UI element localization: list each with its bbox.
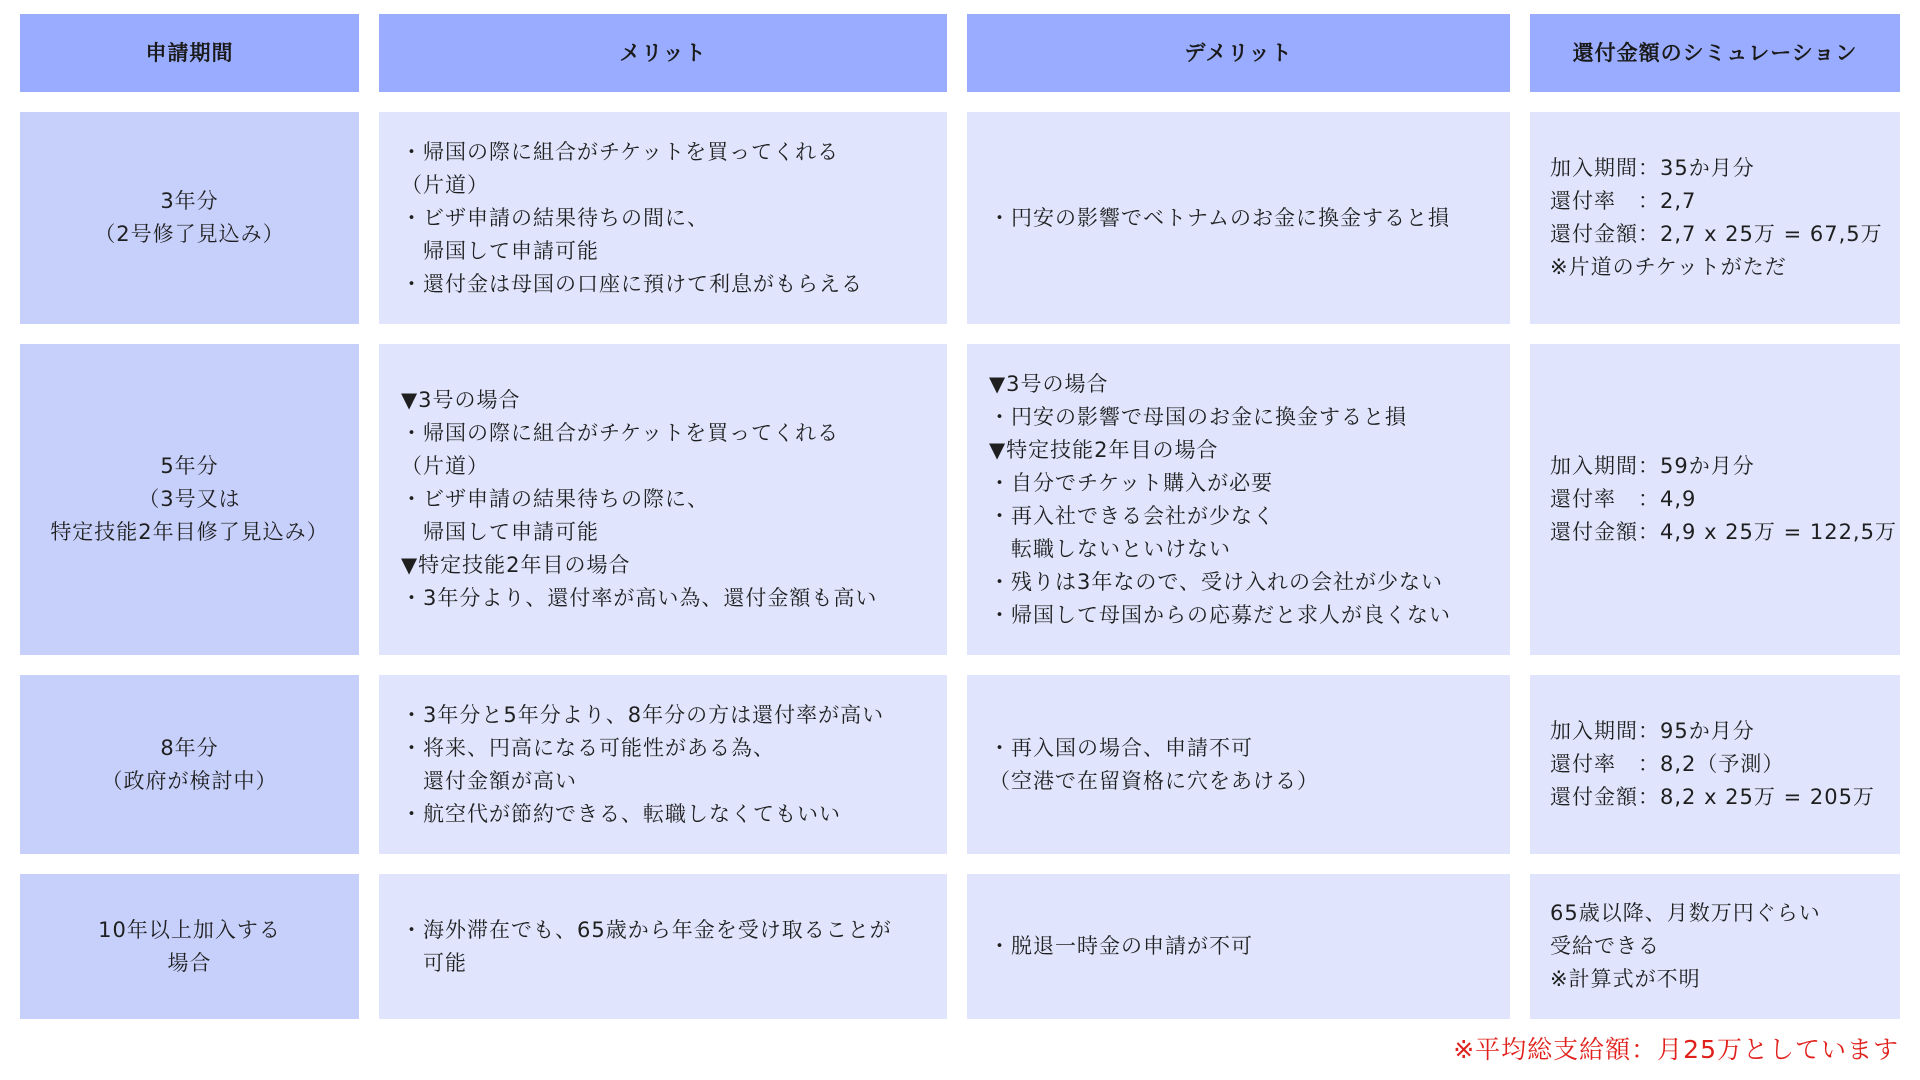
demerit-line: ▼3号の場合 [989, 371, 1109, 396]
merit-line: ・ビザ申請の結果待ちの際に、 [401, 487, 709, 511]
merits-list [401, 136, 931, 301]
demerit-line: ・再入国の場合、申請不可 [989, 735, 1253, 760]
merit-line: ・将来、円高になる可能性がある為、 [401, 735, 775, 760]
simulation-line: 還付率 ：4,9 [1550, 487, 1697, 511]
merit-line: 帰国して申請可能 [401, 520, 599, 544]
simulation-line: 加入期間：35か月分 [1550, 156, 1755, 180]
row-demerits-10y [967, 874, 1510, 1019]
merit-line: ・帰国の際に組合がチケットを買ってくれる [401, 421, 840, 445]
row-term-10y [20, 874, 359, 1019]
merit-line: 可能 [401, 950, 467, 975]
simulation-list [1550, 715, 1884, 814]
demerit-line: ・再入社できる会社が少なく [989, 503, 1275, 528]
simulation-line: 加入期間：95か月分 [1550, 719, 1755, 743]
header-merits [379, 14, 947, 92]
row-merits-8y [379, 675, 947, 854]
footnote: ※平均総支給額：月25万としています [1453, 1035, 1899, 1064]
demerit-line: ・残りは3年なので、受け入れの会社が少ない [989, 569, 1443, 594]
row-merits-10y [379, 874, 947, 1019]
header-merits-label: メリット [619, 40, 707, 65]
merit-line: ▼特定技能2年目の場合 [401, 553, 631, 577]
header-demerits [967, 14, 1510, 92]
merit-line: ▼3号の場合 [401, 388, 521, 412]
row-term-3y [20, 112, 359, 324]
row-simulation-8y [1530, 675, 1900, 854]
header-simulation [1530, 14, 1900, 92]
simulation-list [1550, 152, 1884, 284]
row-demerits-8y [967, 675, 1510, 854]
row-simulation-3y [1530, 112, 1900, 324]
merit-line: ・ビザ申請の結果待ちの間に、 [401, 205, 709, 230]
simulation-line: 還付率 ：8,2（予測） [1550, 752, 1785, 776]
simulation-list [1550, 897, 1884, 996]
demerit-line: ・脱退一時金の申請が不可 [989, 934, 1253, 958]
header-term-label: 申請期間 [145, 40, 234, 65]
demerits-list [989, 930, 1494, 963]
simulation-line: 受給できる [1550, 934, 1660, 958]
row-demerits-5y [967, 344, 1510, 655]
simulation-line: 還付金額：4,9 x 25万 = 122,5万 [1550, 520, 1897, 544]
merits-list [401, 914, 931, 980]
merit-line: （片道） [401, 172, 489, 197]
comparison-table [20, 14, 1902, 1019]
term-label: 8年分 （政府が検討中） [101, 735, 278, 793]
demerit-line: ・円安の影響でベトナムのお金に換金すると損 [989, 205, 1450, 230]
header-demerits-label: デメリット [1184, 40, 1293, 65]
merit-line: ・帰国の際に組合がチケットを買ってくれる [401, 139, 840, 164]
merit-line: ・3年分より、還付率が高い為、還付金額も高い [401, 586, 878, 610]
row-merits-3y [379, 112, 947, 324]
demerit-line: ・自分でチケット購入が必要 [989, 470, 1274, 495]
demerit-line: （空港で在留資格に穴をあける） [989, 768, 1319, 793]
demerit-line: ・帰国して母国からの応募だと求人が良くない [989, 602, 1451, 627]
demerits-list [989, 202, 1494, 235]
simulation-line: 加入期間：59か月分 [1550, 454, 1755, 478]
header-simulation-label: 還付金額のシミュレーション [1572, 40, 1858, 65]
term-label: 3年分 （2号修了見込み） [94, 189, 285, 246]
simulation-line: 還付金額：2,7 x 25万 = 67,5万 [1550, 222, 1883, 246]
simulation-line: 65歳以降、月数万円ぐらい [1550, 901, 1821, 925]
simulation-line: ※計算式が不明 [1550, 967, 1701, 991]
merit-line: ・還付金は母国の口座に預けて利息がもらえる [401, 271, 863, 296]
simulation-list [1550, 450, 1897, 549]
row-merits-5y [379, 344, 947, 655]
simulation-line: 還付金額：8,2 x 25万 = 205万 [1550, 785, 1875, 809]
simulation-line: ※片道のチケットがただ [1550, 255, 1787, 279]
merits-list [401, 384, 931, 615]
row-demerits-3y [967, 112, 1510, 324]
row-term-5y [20, 344, 359, 655]
merit-line: ・3年分と5年分より、8年分の方は還付率が高い [401, 702, 885, 727]
row-simulation-5y [1530, 344, 1900, 655]
term-label: 10年以上加入する 場合 [98, 917, 281, 975]
demerits-list [989, 368, 1494, 632]
merit-line: 帰国して申請可能 [401, 238, 599, 263]
row-term-8y [20, 675, 359, 854]
term-label: 5年分 （3号又は 特定技能2年目修了見込み） [50, 454, 329, 544]
merit-line: ・海外滞在でも、65歳から年金を受け取ることが [401, 917, 892, 942]
demerit-line: 転職しないといけない [989, 536, 1231, 561]
merit-line: ・航空代が節約できる、転職しなくてもいい [401, 801, 841, 826]
merit-line: 還付金額が高い [401, 768, 577, 793]
merit-line: （片道） [401, 454, 489, 478]
merits-list [401, 699, 931, 831]
header-term [20, 14, 359, 92]
demerit-line: ・円安の影響で母国のお金に換金すると損 [989, 404, 1407, 429]
simulation-line: 還付率 ：2,7 [1550, 189, 1697, 213]
demerit-line: ▼特定技能2年目の場合 [989, 437, 1219, 462]
demerits-list [989, 732, 1494, 798]
row-simulation-10y [1530, 874, 1900, 1019]
